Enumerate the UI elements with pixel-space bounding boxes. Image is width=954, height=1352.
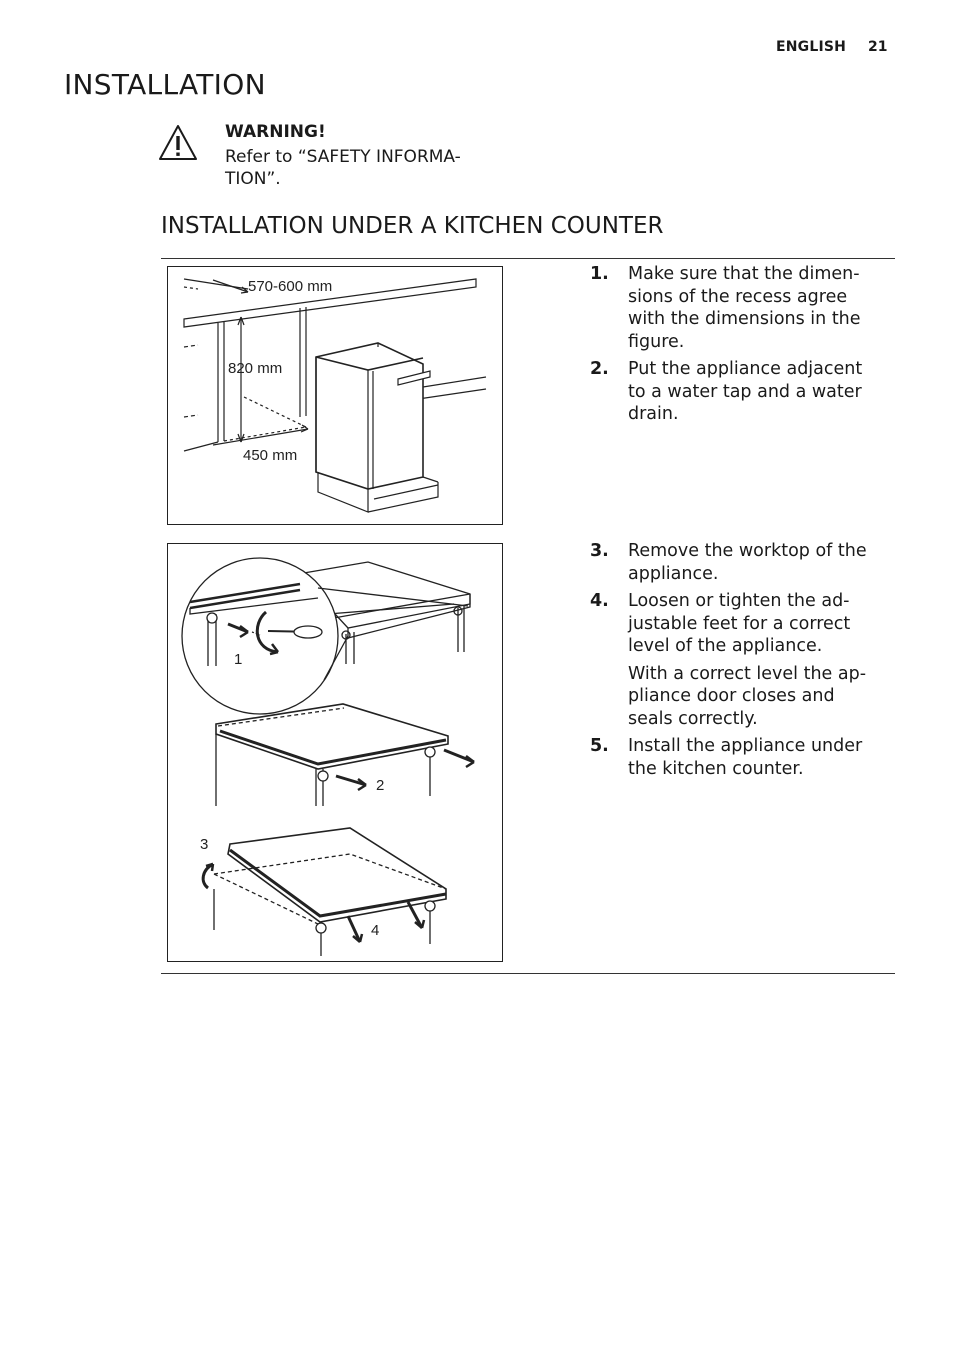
step-text: Remove the worktop of the appliance.: [628, 541, 867, 584]
step-number: 5.: [590, 736, 609, 756]
step-text: Make sure that the dimen- sions of the recess agree with the dimensions in the figure.: [628, 264, 861, 352]
height-dimension-label: 820 mm: [228, 360, 283, 377]
worktop-removal-drawing: [168, 544, 502, 961]
step-label-2: 2: [376, 777, 385, 794]
figure-worktop-removal: [167, 543, 503, 962]
header-language: ENGLISH: [776, 39, 847, 55]
list-item: [590, 540, 874, 585]
step-note: With a correct level the ap- pliance door closes and seals correctly.: [628, 663, 867, 729]
width-dimension-label: 570-600 mm: [248, 278, 333, 295]
step-label-3: 3: [200, 836, 209, 853]
list-item: [590, 590, 874, 730]
step-label-4: 4: [371, 922, 380, 939]
depth-dimension-label: 450 mm: [243, 447, 298, 464]
list-item: [590, 358, 870, 426]
step-label-1: 1: [234, 651, 243, 668]
section-title: INSTALLATION UNDER A KITCHEN COUNTER: [161, 213, 664, 239]
step-number: 4.: [590, 591, 609, 611]
step-number: 3.: [590, 541, 609, 561]
steps-list-1: [590, 263, 870, 431]
section-top-divider: [161, 258, 895, 259]
step-number: 2.: [590, 359, 609, 379]
header-page-number: 21: [868, 39, 888, 55]
step-text: Install the appliance under the kitchen counter.: [628, 736, 863, 779]
figure-recess-dimensions: [167, 266, 503, 525]
warning-triangle-icon: [158, 124, 198, 162]
warning-label: WARNING!: [225, 122, 326, 142]
steps-list-2: [590, 540, 874, 785]
warning-text: Refer to “SAFETY INFORMA- TION”.: [225, 147, 461, 189]
step-text: Loosen or tighten the ad- justable feet for a correct level of the appliance.: [628, 591, 851, 656]
page-title: INSTALLATION: [64, 68, 266, 101]
section-bottom-divider: [161, 973, 895, 974]
list-item: [590, 263, 870, 353]
step-number: 1.: [590, 264, 609, 284]
recess-dimensions-drawing: [168, 267, 502, 524]
list-item: [590, 735, 874, 780]
step-text: Put the appliance adjacent to a water tap and a water drain.: [628, 359, 863, 424]
